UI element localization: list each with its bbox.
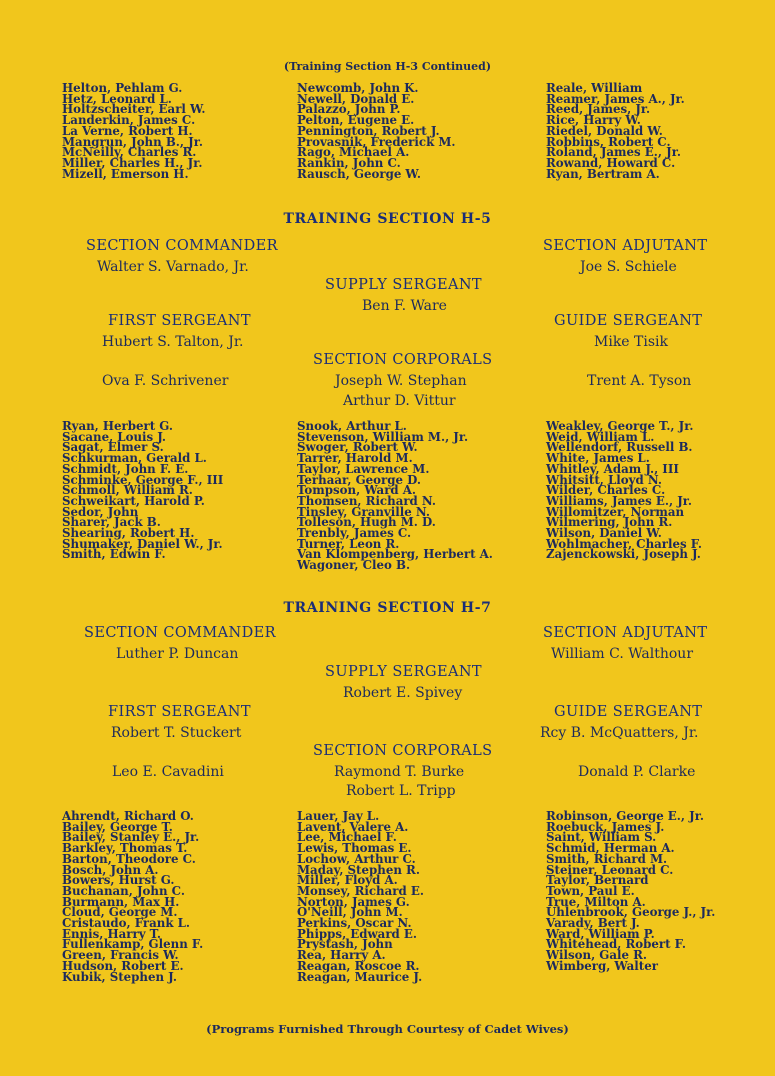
roster-name: Roland, James E., Jr.	[546, 145, 681, 160]
roster-name: Barkley, Thomas T.	[62, 841, 188, 856]
roster-name: Miller, Floyd A.	[297, 873, 398, 888]
roster-name: Stevenson, William M., Jr.	[297, 429, 469, 444]
roster-name: Wellendorf, Russell B.	[546, 440, 693, 455]
roster-name: La Verne, Robert H.	[62, 123, 193, 138]
roster-name: Cristaudo, Frank L.	[62, 916, 191, 931]
roster-name: Lee, Michael F.	[297, 830, 397, 845]
h7-corporal-middle-1: Raymond T. Burke	[334, 764, 465, 780]
roster-name: Whitley, Adam J., III	[546, 461, 679, 476]
h7-supply-label: SUPPLY SERGEANT	[325, 664, 482, 680]
h7-list-col3	[546, 811, 715, 972]
roster-name: Burmann, Max H.	[62, 894, 180, 909]
h7-corporals-label: SECTION CORPORALS	[313, 743, 493, 759]
h5-first-sergeant-name: Hubert S. Talton, Jr.	[102, 334, 244, 350]
roster-name: O'Neill, John M.	[297, 905, 403, 920]
roster-name: Shearing, Robert H.	[62, 526, 195, 541]
roster-name: Rausch, George W.	[297, 166, 421, 181]
roster-name: Tinsley, Granville N.	[297, 504, 430, 519]
roster-name: Van Klompenberg, Herbert A.	[297, 547, 493, 562]
roster-name: Miller, Charles H., Jr.	[62, 155, 203, 170]
h7-guide-sergeant-label: GUIDE SERGEANT	[554, 704, 703, 720]
roster-name: Monsey, Richard E.	[297, 883, 424, 898]
roster-name: Taylor, Bernard	[546, 873, 649, 888]
h5-list-col1	[62, 421, 223, 560]
roster-name: Snook, Arthur L.	[297, 419, 407, 433]
h7-section-title: TRAINING SECTION H-7	[283, 600, 492, 616]
h5-adjutant-label: SECTION ADJUTANT	[543, 238, 708, 254]
roster-name: Mizell, Emerson H.	[62, 166, 189, 181]
roster-name: Bowers, Hurst G.	[62, 873, 175, 888]
roster-name: Terhaar, George D.	[297, 472, 422, 487]
roster-name: Weid, William L.	[546, 429, 655, 444]
roster-name: Ryan, Herbert G.	[62, 419, 174, 433]
h7-supply-name: Robert E. Spivey	[343, 685, 463, 701]
h5-commander-name: Walter S. Varnado, Jr.	[97, 259, 249, 275]
roster-name: Green, Francis W.	[62, 948, 179, 963]
roster-name: Lavent, Valere A.	[297, 819, 409, 834]
h5-corporal-left: Ova F. Schrivener	[102, 373, 229, 389]
roster-name: Smith, Edwin F.	[62, 547, 166, 562]
roster-name: Prystash, John	[297, 937, 393, 952]
roster-name: Town, Paul E.	[546, 883, 635, 898]
h5-adjutant-name: Joe S. Schiele	[580, 259, 677, 275]
roster-name: Ryan, Bertram A.	[546, 166, 660, 181]
h3-list-col2	[297, 83, 456, 179]
h7-adjutant-name: William C. Walthour	[551, 646, 694, 662]
h7-first-sergeant-name: Robert T. Stuckert	[111, 725, 242, 741]
h5-corporal-middle-2: Arthur D. Vittur	[343, 393, 456, 409]
roster-name: Newell, Donald E.	[297, 91, 415, 106]
roster-name: Wilson, Gale R.	[546, 948, 648, 963]
roster-name: Rowand, Howard C.	[546, 155, 676, 170]
h5-corporals-label: SECTION CORPORALS	[313, 352, 493, 368]
roster-name: Helton, Pehlam G.	[62, 81, 183, 95]
roster-name: Maday, Stephen R.	[297, 862, 420, 877]
h7-commander-name: Luther P. Duncan	[116, 646, 239, 662]
roster-name: Tarrer, Harold M.	[297, 451, 413, 466]
roster-name: Williams, James E., Jr.	[546, 493, 693, 508]
roster-name: Kubik, Stephen J.	[62, 969, 177, 984]
h7-list-col1	[62, 811, 203, 982]
roster-name: Barton, Theodore C.	[62, 851, 196, 866]
roster-name: Lewis, Thomas E.	[297, 841, 412, 856]
roster-name: Hetz, Leonard L.	[62, 91, 172, 106]
roster-name: Whitehead, Robert F.	[546, 937, 686, 952]
h7-adjutant-label: SECTION ADJUTANT	[543, 625, 708, 641]
roster-name: Newcomb, John K.	[297, 81, 419, 95]
roster-name: Steiner, Leonard C.	[546, 862, 674, 877]
roster-name: Uhlenbrook, George J., Jr.	[546, 905, 716, 920]
roster-name: Willomitzer, Norman	[546, 504, 685, 519]
roster-name: Rago, Michael A.	[297, 145, 410, 160]
roster-name: Schmoll, William R.	[62, 483, 193, 498]
roster-name: Rankin, John C.	[297, 155, 401, 170]
roster-name: Robinson, George E., Jr.	[546, 809, 704, 823]
roster-name: True, Milton A.	[546, 894, 646, 909]
h5-first-sergeant-label: FIRST SERGEANT	[108, 313, 251, 329]
roster-name: Saint, William S.	[546, 830, 657, 845]
roster-name: Tolleson, Hugh M. D.	[297, 515, 436, 530]
roster-name: Buchanan, John C.	[62, 883, 185, 898]
roster-name: Sharer, Jack B.	[62, 515, 161, 530]
h7-first-sergeant-label: FIRST SERGEANT	[108, 704, 251, 720]
roster-name: Riedel, Donald W.	[546, 123, 663, 138]
roster-name: Hudson, Robert E.	[62, 958, 184, 973]
h7-commander-label: SECTION COMMANDER	[84, 625, 276, 641]
roster-name: Rice, Harry W.	[546, 113, 641, 128]
roster-name: Schweikart, Harold P.	[62, 493, 205, 508]
roster-name: Lauer, Jay L.	[297, 809, 380, 823]
h5-guide-sergeant-label: GUIDE SERGEANT	[554, 313, 703, 329]
roster-name: Zajenckowski, Joseph J.	[546, 547, 701, 562]
roster-name: Reagan, Roscoe R.	[297, 958, 420, 973]
roster-name: Ahrendt, Richard O.	[62, 809, 194, 823]
roster-name: Varady, Bert J.	[546, 916, 640, 931]
h5-guide-sergeant-name: Mike Tisik	[594, 334, 668, 350]
h3-list-col1	[62, 83, 206, 179]
roster-name: McNeilly, Charles R.	[62, 145, 197, 160]
roster-name: Schminke, George F., III	[62, 472, 224, 487]
roster-name: Perkins, Oscar N.	[297, 916, 412, 931]
roster-name: Thomsen, Richard N.	[297, 493, 437, 508]
roster-name: Bailey, Stanley E., Jr.	[62, 830, 200, 845]
roster-name: Turner, Leon R.	[297, 536, 400, 551]
h7-corporal-right: Donald P. Clarke	[578, 764, 696, 780]
roster-name: Bosch, John A.	[62, 862, 159, 877]
h5-corporal-middle-1: Joseph W. Stephan	[335, 373, 467, 389]
roster-name: Phipps, Edward E.	[297, 926, 417, 941]
roster-name: Rea, Harry A.	[297, 948, 386, 963]
roster-name: Lochow, Arthur C.	[297, 851, 416, 866]
roster-name: Wilson, Daniel W.	[546, 526, 662, 541]
roster-name: Mangrun, John B., Jr.	[62, 134, 203, 149]
h5-corporal-right: Trent A. Tyson	[587, 373, 692, 389]
h7-guide-sergeant-name: Rcy B. McQuatters, Jr.	[540, 725, 699, 741]
roster-name: Palazzo, John P.	[297, 102, 401, 117]
roster-name: Robbins, Robert C.	[546, 134, 671, 149]
roster-name: Ward, William P.	[546, 926, 655, 941]
roster-name: Reale, William	[546, 81, 643, 95]
roster-name: Weakley, George T., Jr.	[546, 419, 694, 433]
roster-name: Norton, James G.	[297, 894, 410, 909]
roster-name: Landerkin, James C.	[62, 113, 196, 128]
h5-section-title: TRAINING SECTION H-5	[283, 211, 492, 227]
roster-name: Swoger, Robert W.	[297, 440, 418, 455]
roster-name: Sacane, Louis J.	[62, 429, 167, 444]
continued-heading: (Training Section H-3 Continued)	[283, 60, 492, 73]
roster-name: Wohlmacher, Charles F.	[546, 536, 703, 551]
h7-corporal-middle-2: Robert L. Tripp	[346, 783, 456, 799]
roster-name: Bailey, George T.	[62, 819, 173, 834]
roster-name: Reamer, James A., Jr.	[546, 91, 685, 106]
roster-name: Sagat, Elmer S.	[62, 440, 164, 455]
h5-commander-label: SECTION COMMANDER	[86, 238, 278, 254]
h3-list-col3	[546, 83, 685, 179]
roster-name: Trenbly, James C.	[297, 526, 412, 541]
h5-supply-label: SUPPLY SERGEANT	[325, 277, 482, 293]
roster-name: Schmid, Herman A.	[546, 841, 675, 856]
roster-name: White, James L.	[546, 451, 650, 466]
roster-name: Wagoner, Cleo B.	[297, 558, 411, 573]
roster-name: Roebuck, James J.	[546, 819, 665, 834]
h5-list-col3	[546, 421, 702, 560]
roster-name: Fullenkamp, Glenn F.	[62, 937, 204, 952]
roster-name: Whitsitt, Lloyd N.	[546, 472, 662, 487]
roster-name: Wimberg, Walter	[546, 958, 658, 973]
roster-name: Pelton, Eugene E.	[297, 113, 415, 128]
roster-name: Wilmering, John R.	[546, 515, 673, 530]
roster-name: Taylor, Lawrence M.	[297, 461, 430, 476]
roster-name: Shumaker, Daniel W., Jr.	[62, 536, 223, 551]
h7-list-col2	[297, 811, 424, 982]
roster-name: Wilder, Charles C.	[546, 483, 666, 498]
roster-name: Tompson, Ward A.	[297, 483, 417, 498]
roster-name: Cloud, George M.	[62, 905, 178, 920]
roster-name: Schmidt, John F. E.	[62, 461, 189, 476]
roster-name: Reagan, Maurice J.	[297, 969, 423, 984]
h5-list-col2	[297, 421, 493, 571]
roster-name: Pennington, Robert J.	[297, 123, 440, 138]
roster-name: Sedor, John	[62, 504, 139, 519]
h7-corporal-left: Leo E. Cavadini	[112, 764, 224, 780]
roster-name: Ennis, Harry T.	[62, 926, 162, 941]
footer-credit: (Programs Furnished Through Courtesy of Cadet Wives)	[206, 1022, 569, 1036]
roster-name: Smith, Richard M.	[546, 851, 668, 866]
roster-name: Holtzscheiter, Earl W.	[62, 102, 206, 117]
roster-name: Reed, James, Jr.	[546, 102, 651, 117]
roster-name: Schkurman, Gerald L.	[62, 451, 207, 466]
roster-name: Provasnik, Frederick M.	[297, 134, 456, 149]
h5-supply-name: Ben F. Ware	[362, 298, 447, 314]
